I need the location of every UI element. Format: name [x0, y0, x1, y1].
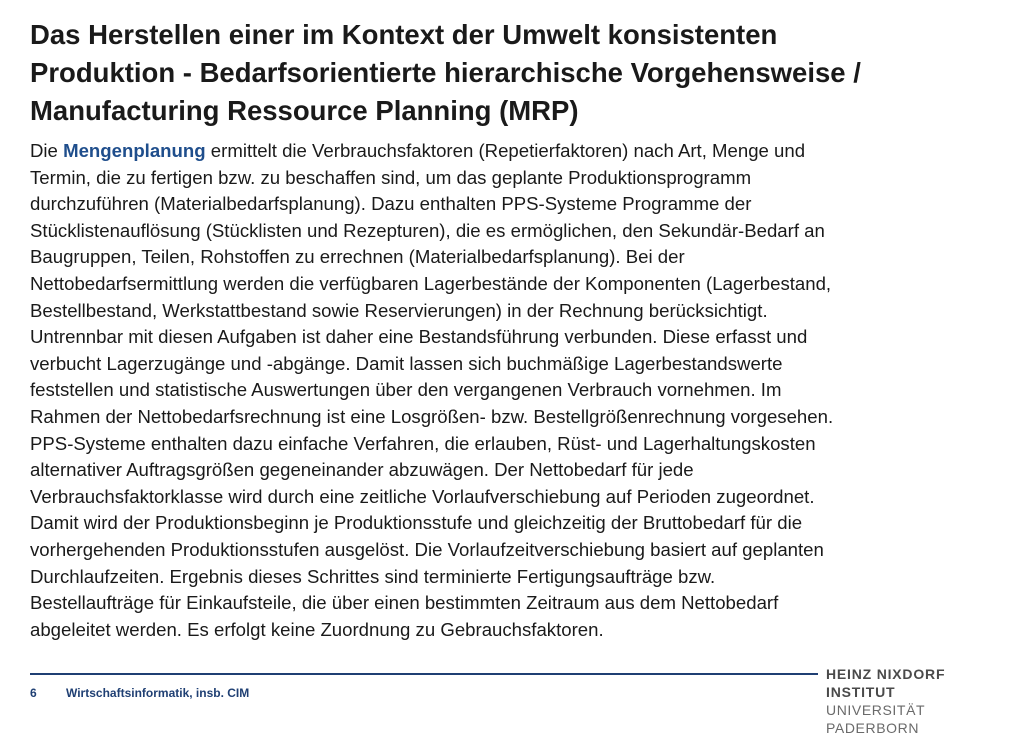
body-line: PPS-Systeme enthalten dazu einfache Verfahren, die erlauben, Rüst- und Lagerhaltungskosten	[30, 432, 816, 454]
body-line: Termin, die zu fertigen bzw. zu beschaffen sind, um das geplante Produktionsprogramm	[30, 166, 752, 188]
title-line-3: Manufacturing Ressource Planning (MRP)	[30, 95, 579, 126]
highlight-term: Mengenplanung	[63, 140, 206, 161]
logo-line-1: HEINZ NIXDORF INSTITUT	[826, 666, 946, 700]
page-number: 6	[30, 686, 37, 700]
slide-title	[30, 16, 1005, 130]
body-line: Bestellbestand, Werkstattbestand sowie Reservierungen) in der Rechnung berücksichtigt.	[30, 299, 768, 321]
body-line: durchzuführen (Materialbedarfsplanung). Dazu enthalten PPS-Systeme Programme der	[30, 193, 752, 215]
body-line: alternativer Auftragsgrößen gegeneinander abzuwägen. Der Nettobedarf für jede	[30, 459, 694, 481]
body-line: Rahmen der Nettobedarfsrechnung ist eine Losgrößen- bzw. Bestellgrößenrechnung vorgesehen.	[30, 405, 834, 427]
title-line-2: Produktion - Bedarfsorientierte hierarchische Vorgehensweise /	[30, 57, 861, 88]
body-line: Nettobedarfsermittlung werden die verfügbaren Lagerbestände der Komponenten (Lagerbestand,	[30, 272, 832, 294]
body-text	[30, 138, 1005, 643]
footer-course-title: Wirtschaftsinformatik, insb. CIM	[66, 686, 250, 700]
body-prefix: Die	[30, 140, 64, 161]
body-line: Stücklistenauflösung (Stücklisten und Rezepturen), die es ermöglichen, den Sekundär-Bedarf an	[30, 219, 825, 241]
body-line: Untrennbar mit diesen Aufgaben ist daher eine Bestandsführung verbunden. Diese erfasst und	[30, 326, 808, 348]
body-line-1	[30, 138, 1005, 165]
body-line: feststellen und statistische Auswertungen über den vergangenen Verbrauch vornehmen. Im	[30, 379, 782, 401]
body-line: abgeleitet werden. Es erfolgt keine Zuordnung zu Gebrauchsfaktoren.	[30, 618, 604, 640]
footer-divider	[30, 673, 818, 675]
body-line: verbucht Lagerzugänge und -abgänge. Damit lassen sich buchmäßige Lagerbestandswerte	[30, 352, 783, 374]
logo-line-2: UNIVERSITÄT PADERBORN	[826, 702, 925, 736]
body-line: Baugruppen, Teilen, Rohstoffen zu errechnen (Materialbedarfsplanung). Bei der	[30, 246, 685, 268]
body-line: Damit wird der Produktionsbeginn je Produktionsstufe und gleichzeitig der Bruttobedarf für die	[30, 512, 803, 534]
body-line: vorhergehenden Produktionsstufen ausgelöst. Die Vorlaufzeitverschiebung basiert auf geplanten	[30, 538, 824, 560]
body-line: Verbrauchsfaktorklasse wird durch eine zeitliche Vorlaufverschiebung auf Perioden zugeordnet.	[30, 485, 815, 507]
title-line-1: Das Herstellen einer im Kontext der Umwelt konsistenten	[30, 19, 778, 50]
body-line: Bestellaufträge für Einkaufsteile, die über einen bestimmten Zeitraum aus dem Nettobedarf	[30, 592, 779, 614]
institute-logo	[826, 665, 998, 737]
body-suffix: ermittelt die Verbrauchsfaktoren (Repetierfaktoren) nach Art, Menge und	[205, 140, 806, 161]
body-line: Durchlaufzeiten. Ergebnis dieses Schrittes sind terminierte Fertigungsaufträge bzw.	[30, 565, 716, 587]
